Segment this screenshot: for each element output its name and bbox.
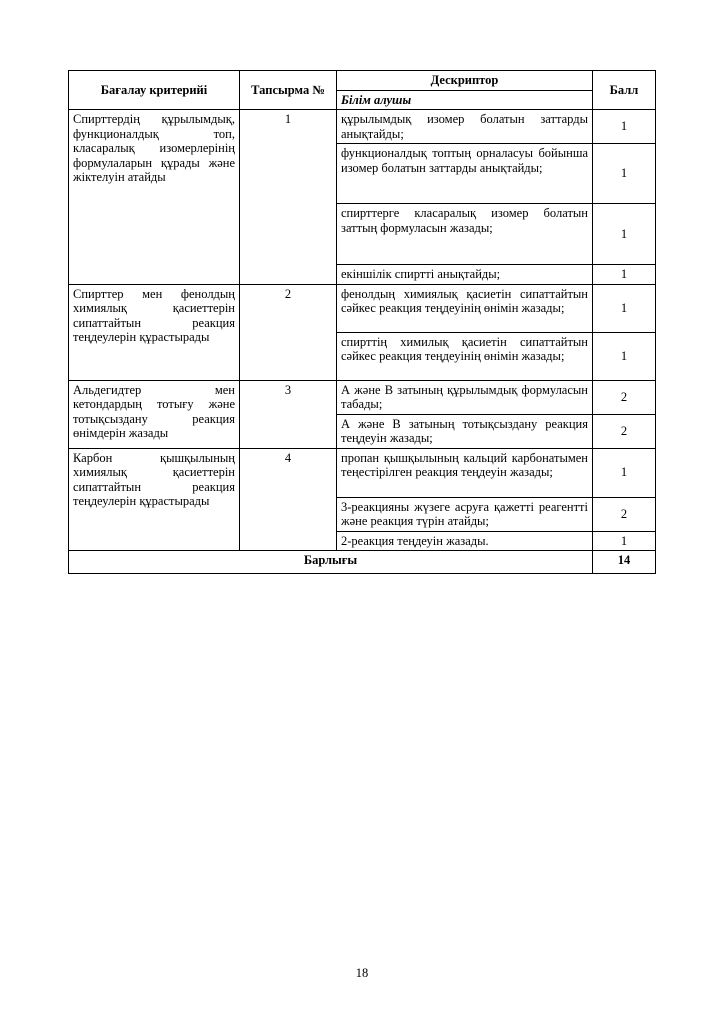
criterion-cell: Спирттер мен фенолдың химиялық қасиеттерін сипаттайтын реакция теңдеулерін құрастырады: [69, 284, 240, 380]
page-number: 18: [355, 966, 369, 980]
descriptor-cell: 3-реакцияны жүзеге асруға қажетті реагентті және реакция түрін атайды;: [337, 497, 593, 531]
header-score: Балл: [593, 71, 656, 110]
header-criteria: Бағалау критерийі: [69, 71, 240, 110]
score-cell: 1: [593, 204, 656, 265]
score-cell: 1: [593, 332, 656, 380]
criterion-cell: Спирттердің құрылымдық, функционалдық топ, класаралық изомерлерінің формулаларын құрады және жіктелуін атайды: [69, 110, 240, 285]
descriptor-cell: спирттерге класаралық изомер болатын заттың формуласын жазады;: [337, 204, 593, 265]
table-row: [69, 448, 656, 497]
descriptor-cell: екіншілік спиртті анықтайды;: [337, 265, 593, 285]
assessment-rubric-table: [68, 70, 656, 574]
descriptor-cell: фенолдың химиялық қасиетін сипаттайтын сәйкес реакция теңдеуінің өнімін жазады;: [337, 284, 593, 332]
descriptor-cell: пропан қышқылының кальций карбонатымен теңестірілген реакция теңдеуін жазады;: [337, 448, 593, 497]
score-cell: 1: [593, 448, 656, 497]
descriptor-cell: А және В затының құрылымдық формуласын табады;: [337, 380, 593, 414]
task-number-cell: 1: [240, 110, 337, 285]
header-task: Тапсырма №: [240, 71, 337, 110]
header-descriptor: Дескриптор: [337, 71, 593, 91]
score-cell: 1: [593, 265, 656, 285]
score-cell: 2: [593, 497, 656, 531]
score-cell: 1: [593, 531, 656, 551]
descriptor-cell: құрылымдық изомер болатын заттарды анықтайды;: [337, 110, 593, 144]
task-number-cell: 3: [240, 380, 337, 448]
score-cell: 1: [593, 144, 656, 204]
score-cell: 1: [593, 284, 656, 332]
criterion-cell: Карбон қышқылының химиялық қасиеттерін сипаттайтын реакция теңдеулерін құрастырады: [69, 448, 240, 551]
task-number-cell: 4: [240, 448, 337, 551]
descriptor-cell: спирттің химилық қасиетін сипаттайтын сәйкес реакция теңдеуінің өнімін жазады;: [337, 332, 593, 380]
score-cell: 2: [593, 414, 656, 448]
table-row: [69, 110, 656, 144]
score-cell: 2: [593, 380, 656, 414]
descriptor-cell: А және В затының тотықсыздану реакция теңдеуін жазады;: [337, 414, 593, 448]
total-score: 14: [593, 551, 656, 574]
descriptor-cell: функционалдық топтың орналасуы бойынша изомер болатын заттарды анықтайды;: [337, 144, 593, 204]
score-cell: 1: [593, 110, 656, 144]
criterion-cell: Альдегидтер мен кетондардың тотығу және тотықсыздану реакция өнімдерін жазады: [69, 380, 240, 448]
task-number-cell: 2: [240, 284, 337, 380]
table-row: [69, 380, 656, 414]
total-label: Барлығы: [69, 551, 593, 574]
total-row: [69, 551, 656, 574]
descriptor-cell: 2-реакция теңдеуін жазады.: [337, 531, 593, 551]
header-descriptor-sub: Білім алушы: [337, 90, 593, 110]
table-row: [69, 284, 656, 332]
